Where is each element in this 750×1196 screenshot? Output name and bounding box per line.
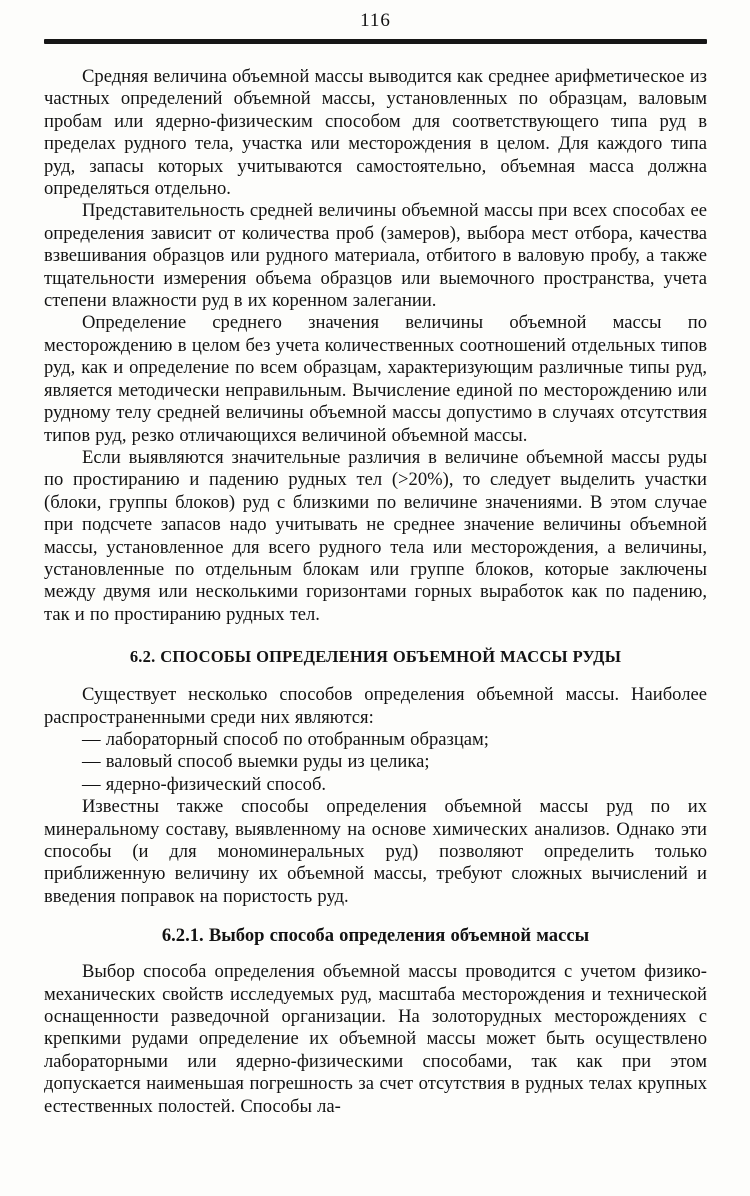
- list-item-nuclear-method: — ядерно-физический способ.: [82, 773, 327, 795]
- paragraph-mineral-composition-methods: Известны также способы определения объемной массы руд по их минеральному составу, выявленному на основе химических анализов. Однако эти способы (и для мономинеральных руд) позволяют определить только приближенную величину их объемной массы, требуют сложных вычислений и введения поправок на пористость руд.: [44, 796, 707, 907]
- paragraph-method-selection: Выбор способа определения объемной массы проводится с учетом физико-механических свойств исследуемых руд, масштаба месторождения и технической оснащенности разведочной организации. На золоторудных месторождениях с крепкими рудами определение их объемной массы может быть осуществлено лабораторными или ядерно-физическими способами, так как при этом допускается наименьшая погрешность за счет отсутствия в рудных телах крупных естественных полостей. Способы ла-: [44, 961, 707, 1117]
- paragraph-significant-differences: Если выявляются значительные различия в величине объемной массы руды по простиранию и падению рудных тел (>20%), то следует выделить участки (блоки, группы блоков) руд с близкими по величине значениями. В этом случае при подсчете запасов надо учитывать не среднее значение величины объемной массы, установленное для всего рудного тела или месторождения, а величины, установленные по отдельным блокам или группе блоков, которые заключены между двумя или несколькими горизонтами горных выработок как по падению, так и по простиранию рудных тел.: [44, 446, 707, 625]
- page-number: 116: [360, 10, 391, 31]
- paragraph-methods-intro: Существует несколько способов определения объемной массы. Наиболее распространенными среди них являются:: [44, 684, 707, 728]
- paragraph-mean-value-determination: Определение среднего значения величины объемной массы по месторождению в целом без учета количественных соотношений отдельных типов руд, как и определение по всем образцам, характеризующим различные типы руд, является методически неправильным. Вычисление единой по месторождению или рудному телу средней величины объемной массы допустимо в случаях отсутствия типов руд, резко отличающихся величиной объемной массы.: [44, 312, 707, 446]
- section-heading-6-2: 6.2. СПОСОБЫ ОПРЕДЕЛЕНИЯ ОБЪЕМНОЙ МАССЫ РУДЫ: [129, 647, 622, 667]
- body-text: [44, 66, 707, 1118]
- paragraph-representativeness: Представительность средней величины объемной массы при всех способах ее определения зависит от количества проб (замеров), выбора мест отбора, качества взвешивания образцов или рудного материала, отбитого в валовую пробу, а также тщательности измерения объема образцов или выемочного пространства, учета степени влажности руд в их коренном залегании.: [44, 200, 707, 312]
- page-content: [44, 8, 707, 1118]
- section-heading-6-2-1: 6.2.1. Выбор способа определения объемной массы: [161, 925, 590, 947]
- header-rule: [44, 39, 707, 44]
- list-item-bulk-method: — валовый способ выемки руды из целика;: [82, 751, 430, 773]
- list-item-laboratory-method: — лабораторный способ по отобранным образцам;: [82, 728, 489, 750]
- paragraph-average-bulk-density: Средняя величина объемной массы выводится как среднее арифметическое из частных определений объемной массы, установленных по образцам, валовым пробам или ядерно-физическим способом для соответствующего типа руд в пределах рудного тела, участка или месторождения в целом. Для каждого типа руд, запасы которых учитываются самостоятельно, объемная масса должна определяться отдельно.: [44, 66, 707, 200]
